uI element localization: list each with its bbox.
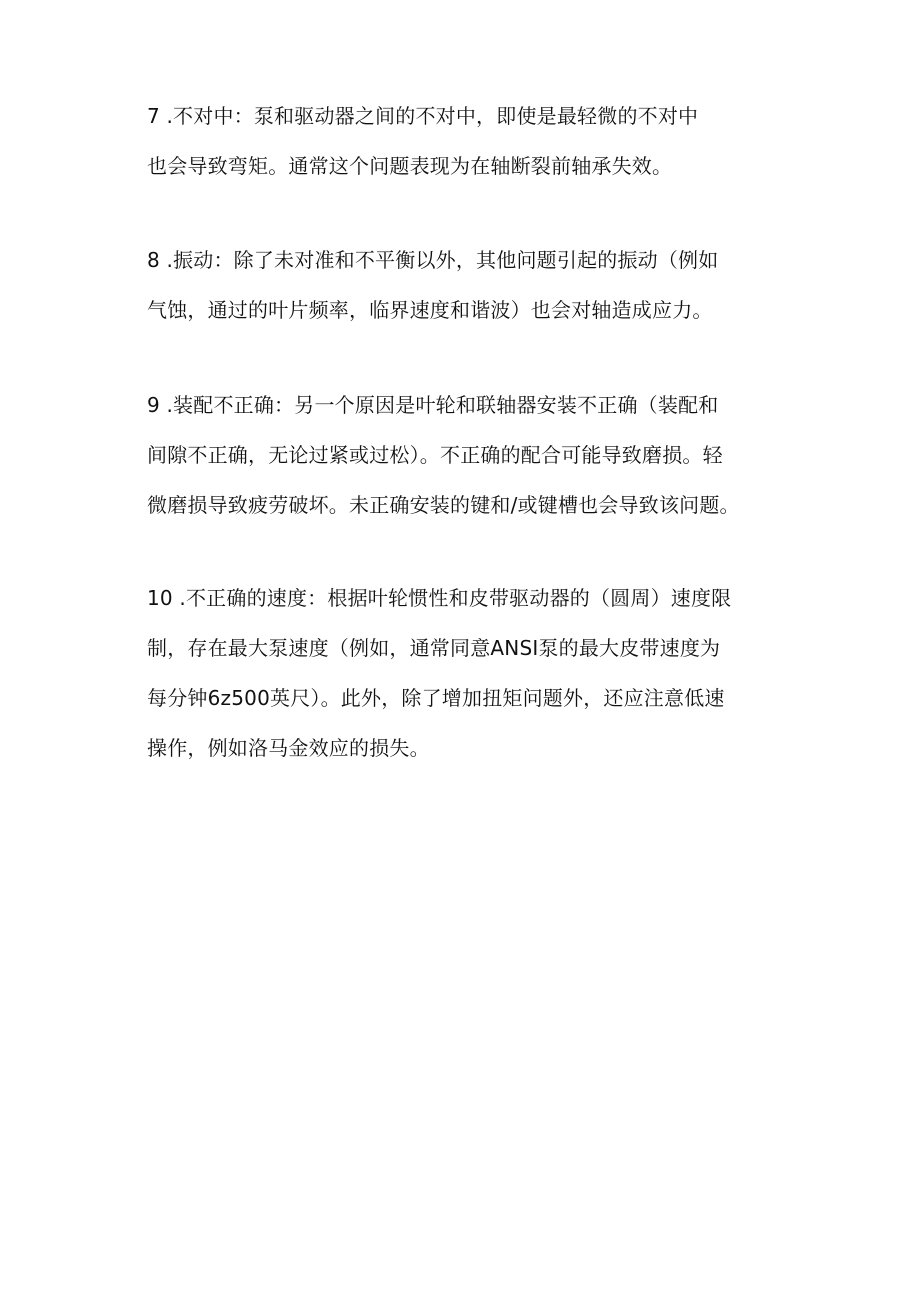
paragraph-incorrect-speed: [147, 573, 807, 773]
text-line: 间隙不正确，无论过紧或过松）。不正确的配合可能导致磨损。轻: [147, 443, 723, 467]
paragraph-vibration: [147, 235, 807, 335]
text-line: 10 .不正确的速度：根据叶轮惯性和皮带驱动器的（圆周）速度限: [147, 586, 732, 610]
text-line: 气蚀，通过的叶片频率，临界速度和谐波）也会对轴造成应力。: [147, 298, 713, 322]
text-line: 微磨损导致疲劳破坏。未正确安装的键和/或键槽也会导致该问题。: [147, 493, 740, 517]
paragraph-misalignment: [147, 91, 807, 191]
text-line: 也会导致弯矩。通常这个问题表现为在轴断裂前轴承失效。: [147, 154, 673, 178]
text-line: 每分钟6z500英尺）。此外，除了增加扭矩问题外，还应注意低速: [147, 686, 725, 710]
text-line: 9 .装配不正确：另一个原因是叶轮和联轴器安装不正确（装配和: [147, 393, 719, 417]
text-line: 8 .振动：除了未对准和不平衡以外，其他问题引起的振动（例如: [147, 248, 719, 272]
paragraph-incorrect-assembly: [147, 380, 807, 530]
text-line: 操作，例如洛马金效应的损失。: [147, 736, 430, 760]
text-line: 7 .不对中：泵和驱动器之间的不对中，即使是最轻微的不对中: [147, 104, 699, 128]
text-line: 制，存在最大泵速度（例如，通常同意ANSI泵的最大皮带速度为: [147, 636, 721, 660]
